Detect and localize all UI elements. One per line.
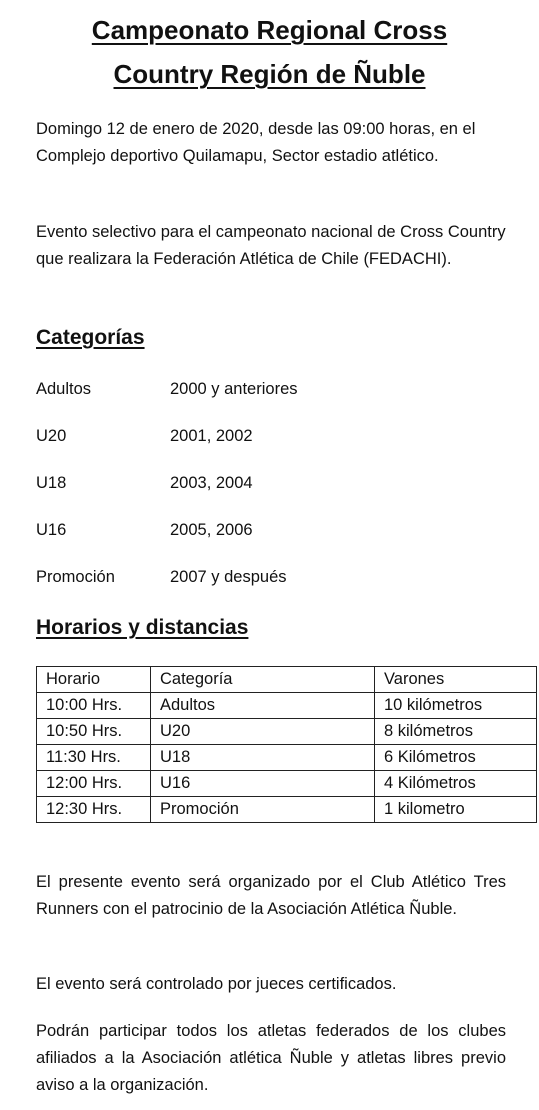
category-row bbox=[36, 377, 506, 401]
category-years: 2003, 2004 bbox=[170, 474, 253, 492]
cell-distance: 8 kilómetros bbox=[375, 719, 537, 745]
category-years: 2001, 2002 bbox=[170, 427, 253, 445]
participation-paragraph: Podrán participar todos los atletas federados de los clubes afiliados a la Asociación atlética Ñuble y atletas libres previo aviso a la organización. bbox=[36, 1022, 506, 1094]
cell-time: 11:30 Hrs. bbox=[37, 745, 151, 771]
cell-category: Promoción bbox=[151, 797, 375, 823]
schedule-table bbox=[36, 666, 537, 823]
category-row bbox=[36, 565, 506, 589]
category-row bbox=[36, 471, 506, 495]
table-row bbox=[37, 745, 537, 771]
cell-category: U20 bbox=[151, 719, 375, 745]
category-name: U20 bbox=[36, 427, 67, 445]
cell-distance: 1 kilometro bbox=[375, 797, 537, 823]
judges-paragraph: El evento será controlado por jueces certificados. bbox=[36, 975, 397, 993]
cell-category: U18 bbox=[151, 745, 375, 771]
cell-time: 12:00 Hrs. bbox=[37, 771, 151, 797]
cell-distance: 6 Kilómetros bbox=[375, 745, 537, 771]
column-header-horario: Horario bbox=[37, 667, 151, 693]
category-years: 2005, 2006 bbox=[170, 521, 253, 539]
table-header-row bbox=[37, 667, 537, 693]
column-header-categoria: Categoría bbox=[151, 667, 375, 693]
category-name: U18 bbox=[36, 474, 67, 492]
category-name: Adultos bbox=[36, 380, 92, 398]
category-name: Promoción bbox=[36, 568, 115, 586]
category-row bbox=[36, 424, 506, 448]
cell-time: 12:30 Hrs. bbox=[37, 797, 151, 823]
table-row bbox=[37, 771, 537, 797]
categories-heading: Categorías bbox=[36, 326, 145, 349]
table-row bbox=[37, 693, 537, 719]
document-title-line-1: Campeonato Regional Cross bbox=[91, 15, 448, 45]
table-row bbox=[37, 719, 537, 745]
event-description-paragraph: Evento selectivo para el campeonato nacional de Cross Country que realizara la Federación Atlética de Chile (FEDACHI). bbox=[36, 223, 506, 268]
cell-distance: 10 kilómetros bbox=[375, 693, 537, 719]
cell-time: 10:50 Hrs. bbox=[37, 719, 151, 745]
table-row bbox=[37, 797, 537, 823]
cell-distance: 4 Kilómetros bbox=[375, 771, 537, 797]
cell-time: 10:00 Hrs. bbox=[37, 693, 151, 719]
cell-category: Adultos bbox=[151, 693, 375, 719]
category-name: U16 bbox=[36, 521, 67, 539]
category-row bbox=[36, 518, 506, 542]
document-title-line-2: Country Región de Ñuble bbox=[113, 59, 426, 89]
cell-category: U16 bbox=[151, 771, 375, 797]
column-header-varones: Varones bbox=[375, 667, 537, 693]
organizer-paragraph: El presente evento será organizado por el Club Atlético Tres Runners con el patrocinio de la Asociación Atlética Ñuble. bbox=[36, 873, 506, 918]
category-years: 2000 y anteriores bbox=[170, 380, 298, 398]
category-years: 2007 y después bbox=[170, 568, 287, 586]
event-date-paragraph: Domingo 12 de enero de 2020, desde las 09:00 horas, en el Complejo deportivo Quilamapu, Sector estadio atlético. bbox=[36, 120, 476, 165]
schedule-heading: Horarios y distancias bbox=[36, 616, 249, 639]
